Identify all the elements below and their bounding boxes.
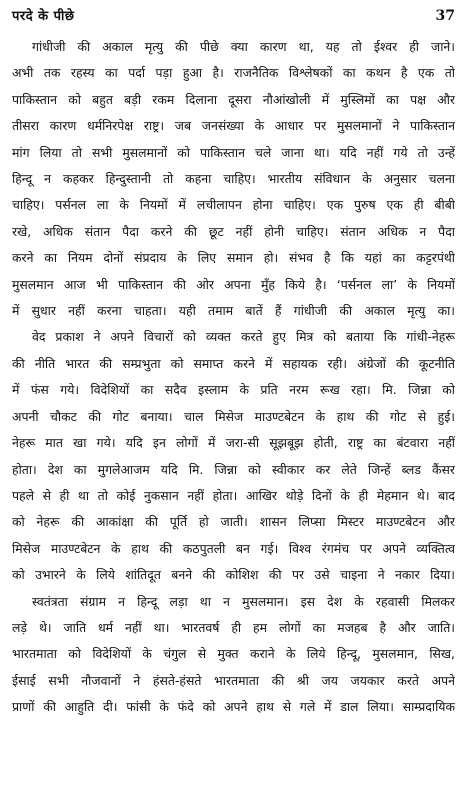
text-line: मुसलमान आज भी पाकिस्तान की ओर अपना मुँह किये है। ‘पर्सनल ला’ के नियमों [12,276,455,292]
text-line: प्राणों की आहुति दी। फांसी के फंदे को अपने हाथ से गले में डाल लिया। साम्प्रदायिक [12,699,455,715]
text-line: लड़े थे। जाति धर्म नहीं था। भारतवर्ष ही हम लोगों का मजहब है और जाति। [12,619,455,635]
text-line: स्वतंत्रता संग्राम न हिन्दू लड़ा था न मुसलमान। इस देश के रहवासी मिलकर [32,593,455,609]
text-line: हिन्दू न कहकर हिन्दुस्तानी तो कहना चाहिए। भारतीय संविधान के अनुसार चलना [12,171,455,187]
text-line: को नेहरू की आकांक्षा की पूर्ति हो जाती। शासन लिप्सा मिस्टर माउण्टबेटन और [12,514,455,530]
text-line: वेद प्रकाश ने अपने विचारों को व्यक्त करते हुए मित्र को बताया कि गांधी-नेहरू [32,329,455,345]
text-line: रखे, अधिक संतान पैदा करने की छूट नहीं होनी चाहिए। संतान अधिक न पैदा [12,223,455,239]
page-number: 37 [435,8,455,24]
text-line: गांधीजी की अकाल मृत्यु की पीछे क्या कारण था, यह तो ईश्वर ही जाने। [32,39,455,54]
text-line: की नीति भारत की सम्प्रभुता को समाप्त करने में सहायक रही। अंग्रेजों की कूटनीति [12,355,455,371]
text-line: भारतमाता को विदेशियों के चंगुल से मुक्त कराने के लिये हिन्दू, मुसलमान, सिख, [12,646,455,662]
paragraph [12,324,455,588]
text-line: पाकिस्तान को बहुत बड़ी रकम दिलाना दूसरा नौआंखोली में मुस्लिमों का पक्ष और [12,91,455,107]
text-line: में सुधार नहीं करना चाहता। यही तमाम बातें हैं गांधीजी की अकाल मृत्यु का। [12,303,455,319]
text-line: तीसरा कारण धर्मनिरपेक्ष राष्ट्र। जब जनसंख्या के आधार पर मुसलमानों ने पाकिस्तान [12,118,455,134]
paragraph [12,589,455,721]
text-line: अपनी चौकट की गोट बनाया। चाल मिसेज माउण्टबेटन के हाथ की गोट से हुई। [12,408,455,424]
text-line: होता। देश का मुगलेआजम यदि मि. जिन्ना को स्वीकार कर लेते जिन्हें ब्लड कैंसर [12,461,455,477]
header-title: परदे के पीछे [12,9,75,24]
body-text [12,34,455,721]
running-header [12,6,455,28]
text-line: में फंस गये। विदेशियों का सदैव इस्लाम के प्रति नरम रूख रहा। मि. जिन्ना को [12,382,455,398]
paragraph [12,34,455,324]
text-line: मिसेज माउण्टबेटन के हाथ की कठपुतली बन गई। विश्व रंगमंच पर अपने व्यक्तित्व [12,540,455,556]
text-line: अभी तक रहस्य का पर्दा पड़ा हुआ है। राजनैतिक विश्लेषकों का कथन है एक तो [12,65,455,81]
text-line: चाहिए। पर्सनल ला के नियमों में लचीलापन होना चाहिए। एक पुरुष एक ही बीबी [12,197,455,213]
text-line: मांग लिया तो सभी मुसलमानों को पाकिस्तान चले जाना था। यदि नहीं गये तो उन्हें [12,144,455,160]
text-line: नेहरू मात खा गये। यदि इन लोगों में जरा-सी सूझबूझ होती, राष्ट्र का बंटवारा नहीं [12,435,455,451]
text-line: को उभारने के लिये शांतिदूत बनने की कोशिश की पर उसे चाइना ने नकार दिया। [12,567,455,583]
text-line: करने का नियम दोनों संप्रदाय के लिए समान हो। संभव है कि यहां का कट्टरपंथी [12,250,455,266]
text-line: ईसाई सभी नौजवानों ने हंसते-हंसते भारतमाता की श्री जय जयकार करते अपने [12,672,455,688]
text-line: पहले से ही था तो कोई नुकसान नहीं होता। आखिर थोड़े दिनों के ही मेहमान थे। बाद [12,487,455,503]
